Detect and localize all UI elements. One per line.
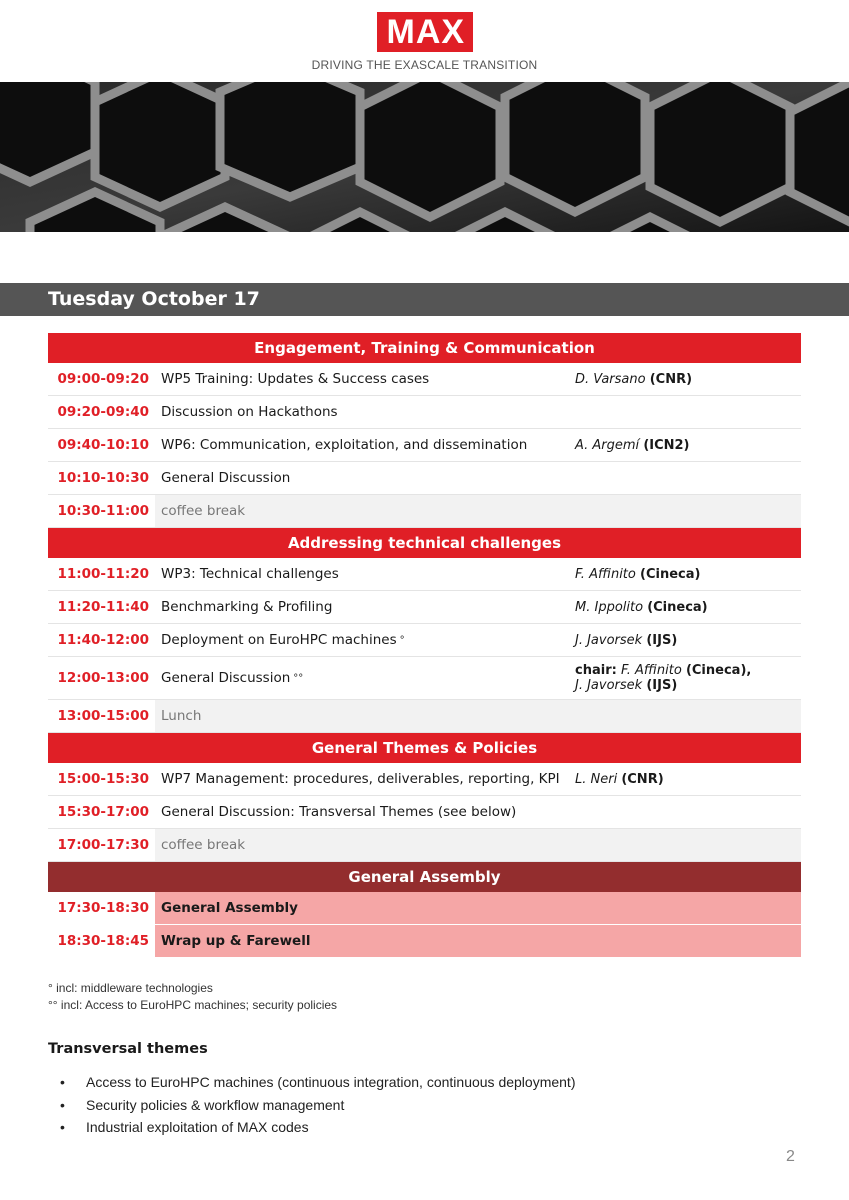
bullet-icon: •	[60, 1119, 65, 1135]
chair-label: chair:	[575, 663, 617, 678]
page-number: 2	[786, 1148, 795, 1165]
speaker-org: (CNR)	[621, 771, 664, 787]
session-speaker	[569, 657, 801, 699]
table-row-assembly	[48, 892, 801, 925]
list-item-text: Access to EuroHPC machines (continuous integration, continuous deployment)	[86, 1074, 576, 1090]
footnote: ° incl: middleware technologies	[48, 981, 213, 995]
section-header-themes: General Themes & Policies	[48, 733, 801, 763]
tagline: DRIVING THE EXASCALE TRANSITION	[311, 58, 538, 72]
session-speaker	[569, 591, 801, 623]
session-speaker	[569, 429, 801, 461]
list-item-text: Industrial exploitation of MAX codes	[86, 1119, 309, 1135]
session-speaker	[569, 363, 801, 395]
table-row	[48, 624, 801, 657]
footnote-mark: °°	[293, 672, 304, 684]
table-row	[48, 763, 801, 796]
list-item	[60, 1117, 575, 1140]
speaker-org: (IJS)	[646, 678, 678, 693]
speaker-name: F. Affinito	[575, 566, 636, 582]
header	[0, 12, 849, 72]
table-row	[48, 462, 801, 495]
session-title: WP3: Technical challenges	[161, 566, 339, 582]
speaker-name: F. Affinito	[620, 663, 682, 678]
session-time: 15:00-15:30	[57, 771, 149, 787]
speaker-org: (ICN2)	[643, 437, 690, 453]
session-speaker	[569, 624, 801, 656]
list-item-text: Security policies & workflow management	[86, 1096, 345, 1113]
day-title-bar: Tuesday October 17	[0, 283, 849, 316]
session-title: WP5 Training: Updates & Success cases	[161, 371, 430, 387]
table-row-break	[48, 829, 801, 862]
speaker-org: (Cineca)	[640, 566, 701, 582]
footnotes	[48, 980, 337, 1014]
table-row	[48, 429, 801, 462]
session-title: Lunch	[155, 700, 801, 732]
table-row-break	[48, 495, 801, 528]
bullet-icon: •	[60, 1074, 65, 1090]
session-time: 10:30-11:00	[57, 503, 149, 519]
list-item	[60, 1072, 575, 1095]
footnote: °° incl: Access to EuroHPC machines; security policies	[48, 998, 338, 1012]
session-time: 17:00-17:30	[57, 837, 149, 853]
speaker-org: (CNR)	[649, 371, 693, 387]
table-row	[48, 363, 801, 396]
session-title: General Assembly	[155, 892, 801, 924]
session-time: 18:30-18:45	[57, 933, 149, 949]
session-title: General Discussion: Transversal Themes (see below)	[161, 804, 517, 820]
session-time: 17:30-18:30	[57, 900, 149, 916]
list-item	[60, 1095, 575, 1118]
session-title: Wrap up & Farewell	[155, 925, 801, 957]
table-row	[48, 558, 801, 591]
session-title: coffee break	[155, 495, 801, 527]
session-speaker	[569, 763, 801, 795]
session-time: 11:00-11:20	[57, 566, 149, 582]
session-title-text: Deployment on EuroHPC machines	[161, 632, 397, 648]
transversal-themes-title: Transversal themes	[48, 1041, 208, 1057]
agenda-table	[48, 333, 801, 958]
session-title: Discussion on Hackathons	[161, 404, 338, 420]
speaker-org: (Cineca)	[647, 599, 708, 615]
hexagon-banner-image	[0, 82, 849, 232]
session-title: WP7 Management: procedures, deliverables, reporting, KPI	[161, 771, 560, 787]
session-title	[155, 657, 569, 699]
transversal-themes-list	[60, 1072, 575, 1140]
section-header-assembly: General Assembly	[48, 862, 801, 892]
session-time: 09:20-09:40	[57, 404, 149, 420]
bullet-icon: •	[60, 1096, 65, 1113]
session-time: 11:40-12:00	[57, 632, 149, 648]
session-title-text: General Discussion	[161, 670, 291, 686]
speaker-name: J. Javorsek	[575, 632, 643, 648]
table-row-assembly	[48, 925, 801, 958]
speaker-name: M. Ippolito	[575, 599, 644, 615]
session-title: General Discussion	[161, 470, 291, 486]
table-row	[48, 396, 801, 429]
section-header-technical: Addressing technical challenges	[48, 528, 801, 558]
table-row	[48, 657, 801, 700]
table-row-break	[48, 700, 801, 733]
session-time: 15:30-17:00	[57, 804, 149, 820]
session-speaker	[569, 558, 801, 590]
session-time: 09:00-09:20	[57, 371, 149, 387]
session-time: 11:20-11:40	[57, 599, 149, 615]
speaker-name: A. Argemí	[575, 437, 640, 453]
session-time: 12:00-13:00	[57, 670, 149, 686]
speaker-name: D. Varsano	[575, 371, 646, 387]
session-title: coffee break	[155, 829, 801, 861]
speaker-name: J. Javorsek	[575, 678, 643, 693]
speaker-org: (IJS)	[646, 632, 678, 648]
session-time: 13:00-15:00	[57, 708, 149, 724]
session-title: Benchmarking & Profiling	[161, 599, 333, 615]
max-logo: MAX	[377, 12, 473, 52]
session-time: 09:40-10:10	[57, 437, 149, 453]
session-title	[155, 624, 569, 656]
table-row	[48, 796, 801, 829]
session-title: WP6: Communication, exploitation, and dissemination	[161, 437, 528, 453]
session-time: 10:10-10:30	[57, 470, 149, 486]
session-speaker	[569, 462, 801, 494]
speaker-org: (Cineca),	[685, 663, 752, 678]
section-header-engagement: Engagement, Training & Communication	[48, 333, 801, 363]
session-speaker	[569, 396, 801, 428]
footnote-mark: °	[399, 634, 405, 646]
table-row	[48, 591, 801, 624]
speaker-name: L. Neri	[575, 771, 618, 787]
